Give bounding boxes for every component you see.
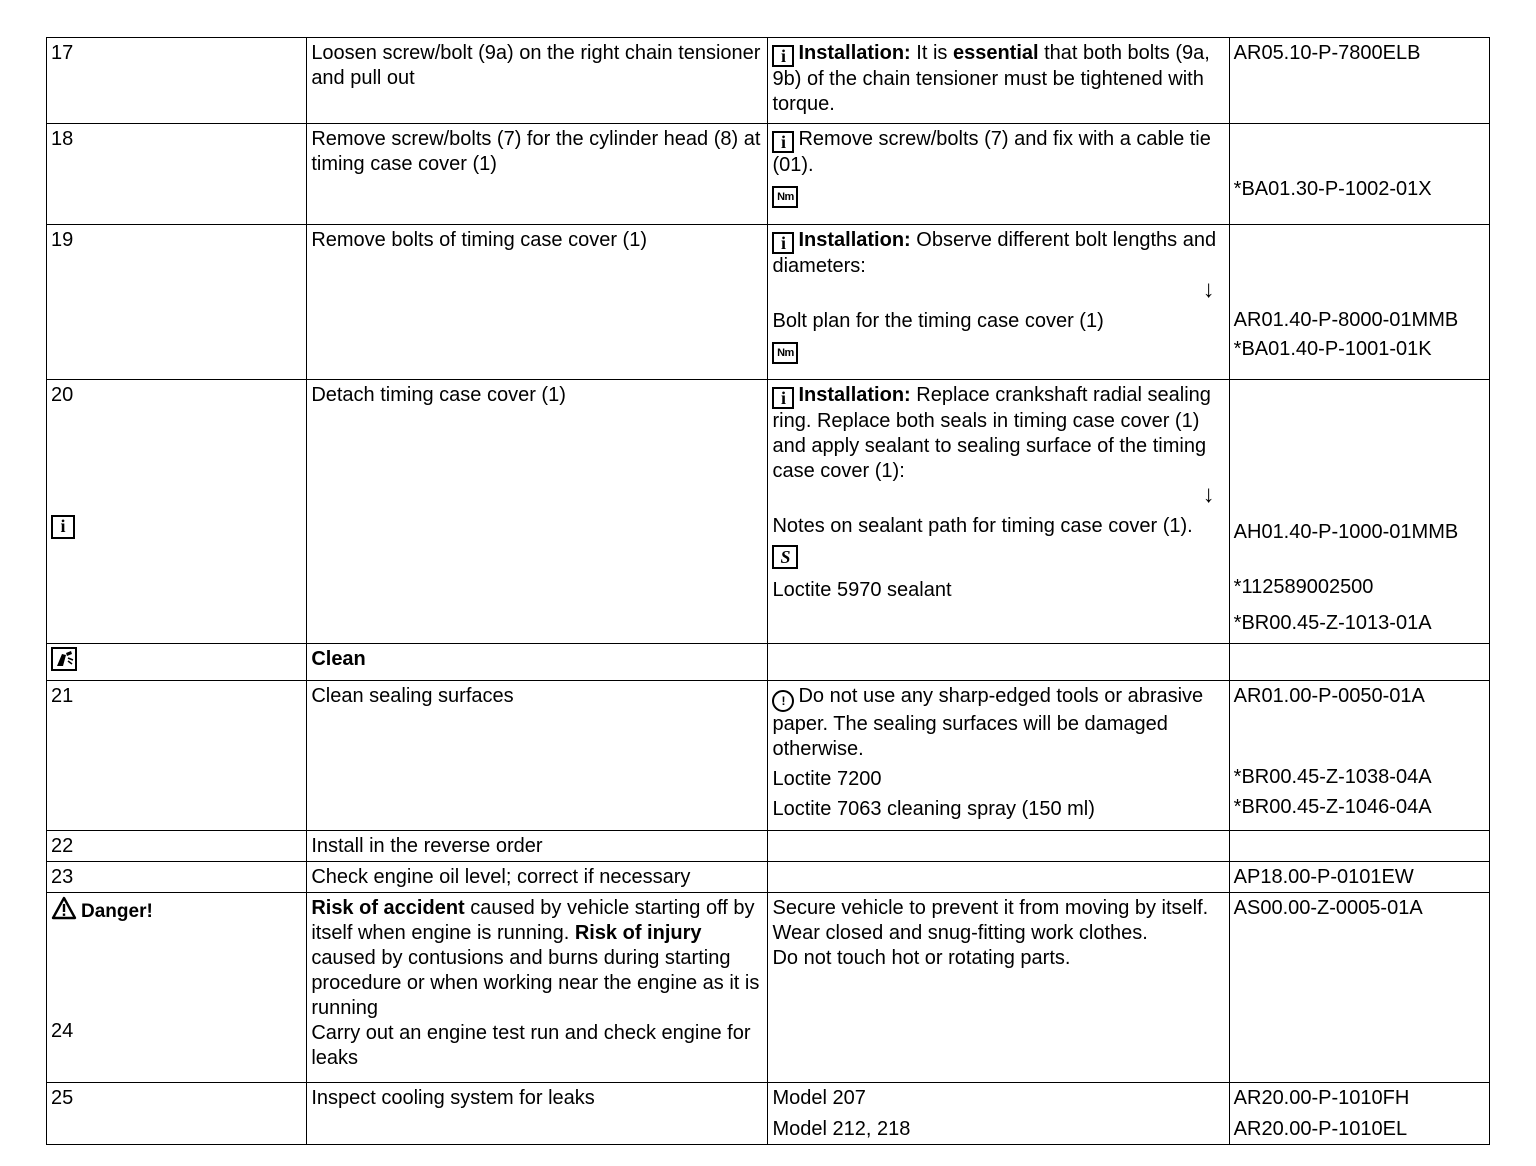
step-reference: AP18.00-P-0101EW xyxy=(1229,862,1489,893)
sealant-notes-link: Notes on sealant path for timing case cover (1). xyxy=(772,515,1193,537)
table-row xyxy=(47,831,1490,862)
info-icon: i xyxy=(772,232,794,254)
danger-measures: Secure vehicle to prevent it from moving by itself. Wear closed and snug-fitting work clothes. Do not touch hot or rotating parts. xyxy=(768,893,1229,1083)
danger-text: Risk of accident caused by vehicle starting off by itself when engine is running. Risk of injury caused by contusions and burns during starting procedure or when working near the engine as it is running Carry out an engine test run and check engine for leaks xyxy=(307,893,768,1083)
step-action: Check engine oil level; correct if necessary xyxy=(307,862,768,893)
step-reference: AH01.40-P-1000-01MMB *112589002500 *BR00.45-Z-1013-01A xyxy=(1229,380,1489,644)
step-number: 22 xyxy=(47,831,307,862)
step-number: 20 i xyxy=(47,380,307,644)
step-reference: AR01.00-P-0050-01A *BR00.45-Z-1038-04A *BR00.45-Z-1046-04A xyxy=(1229,681,1489,831)
step-action: Install in the reverse order xyxy=(307,831,768,862)
table-row xyxy=(47,681,1490,831)
model-list: Model 207 Model 212, 218 xyxy=(768,1083,1229,1145)
cleaning-icon xyxy=(51,647,77,671)
step-reference: AS00.00-Z-0005-01A xyxy=(1229,893,1489,1083)
info-icon: i xyxy=(772,45,794,67)
step-reference: AR01.40-P-8000-01MMB *BA01.40-P-1001-01K xyxy=(1229,225,1489,380)
warning-triangle-icon xyxy=(51,896,77,920)
step-number: 18 xyxy=(47,124,307,225)
table-row xyxy=(47,862,1490,893)
step-number: 24 xyxy=(51,1020,74,1042)
table-row xyxy=(47,380,1490,644)
step-note: ! Do not use any sharp-edged tools or abrasive paper. The sealing surfaces will be damaged otherwise. Loctite 7200 Loctite 7063 cleaning spray (150 ml) xyxy=(768,681,1229,831)
special-tool-icon: S xyxy=(772,545,798,569)
step-action: Carry out an engine test run and check engine for leaks xyxy=(311,1022,751,1069)
step-reference: AR20.00-P-1010FH AR20.00-P-1010EL xyxy=(1229,1083,1489,1145)
work-steps-table xyxy=(46,37,1490,1145)
table-row xyxy=(47,893,1490,1083)
info-icon: i xyxy=(51,515,75,539)
table-row xyxy=(47,38,1490,124)
step-reference: *BA01.30-P-1002-01X xyxy=(1229,124,1489,225)
table-row xyxy=(47,644,1490,681)
step-action: Detach timing case cover (1) xyxy=(307,380,768,644)
step-number: 19 xyxy=(47,225,307,380)
clean-icon-cell xyxy=(47,644,307,681)
info-icon: i xyxy=(772,131,794,153)
step-action: Inspect cooling system for leaks xyxy=(307,1083,768,1145)
step-number: 25 xyxy=(47,1083,307,1145)
danger-label: Danger! xyxy=(81,901,153,922)
step-note: i Installation: Replace crankshaft radial sealing ring. Replace both seals in timing case cover (1) and apply sealant to sealing surface of the timing case cover (1): ↓ Notes on sealant path for timing case cover (1). S Loctite 5970 sealant xyxy=(768,380,1229,644)
step-reference: AR05.10-P-7800ELB xyxy=(1229,38,1489,124)
step-note: i Remove screw/bolts (7) and fix with a cable tie (01). Nm xyxy=(768,124,1229,225)
down-arrow-icon: ↓ xyxy=(1202,481,1215,508)
step-action: Remove bolts of timing case cover (1) xyxy=(307,225,768,380)
step-number: 21 xyxy=(47,681,307,831)
section-title: Clean xyxy=(307,644,768,681)
table-row xyxy=(47,124,1490,225)
down-arrow-icon: ↓ xyxy=(1202,276,1215,303)
step-number: 23 xyxy=(47,862,307,893)
danger-cell xyxy=(47,893,307,1083)
table-row xyxy=(47,225,1490,380)
step-action: Loosen screw/bolt (9a) on the right chain tensioner and pull out xyxy=(307,38,768,124)
torque-icon: Nm xyxy=(772,342,798,364)
step-action: Remove screw/bolts (7) for the cylinder head (8) at timing case cover (1) xyxy=(307,124,768,225)
torque-icon: Nm xyxy=(772,186,798,208)
step-note: i Installation: It is essential that both bolts (9a, 9b) of the chain tensioner must be tightened with torque. xyxy=(768,38,1229,124)
info-icon: i xyxy=(772,387,794,409)
caution-icon: ! xyxy=(772,690,794,712)
bolt-plan-link: Bolt plan for the timing case cover (1) xyxy=(772,310,1104,332)
step-number: 17 xyxy=(47,38,307,124)
step-note: i Installation: Observe different bolt lengths and diameters: ↓ Bolt plan for the timing case cover (1) Nm xyxy=(768,225,1229,380)
step-action: Clean sealing surfaces xyxy=(307,681,768,831)
table-row xyxy=(47,1083,1490,1145)
